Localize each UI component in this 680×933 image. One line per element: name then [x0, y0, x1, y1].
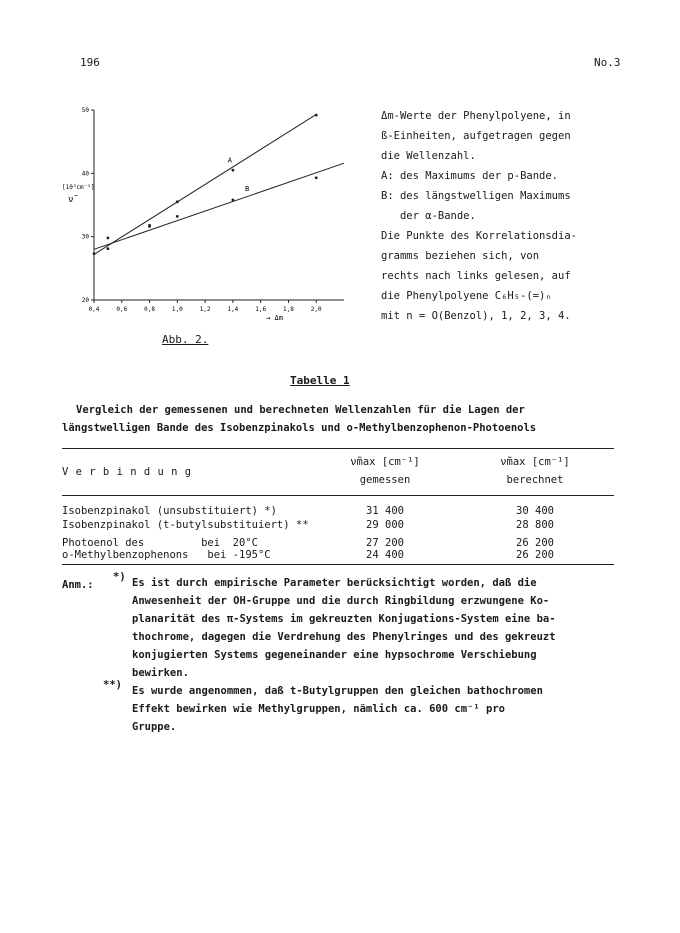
data-point-A	[231, 169, 234, 172]
notes-label: Anm.:	[62, 579, 94, 591]
table-cell-verbindung: Isobenzpinakol (unsubstituiert) *)	[62, 505, 277, 517]
figure-abb-2	[60, 100, 360, 334]
y-axis-symbol: ν̃	[68, 194, 74, 205]
note-line: Gruppe.	[132, 721, 177, 733]
table-cell-gemessen: 29 000	[366, 519, 404, 531]
caption-line: der α-Bande.	[381, 210, 476, 222]
note-line: Es wurde angenommen, daß t-Butylgruppen den gleichen bathochromen	[132, 685, 543, 697]
table-cell-verbindung: Isobenzpinakol (t-butylsubstituiert) **	[62, 519, 309, 531]
caption-line: die Wellenzahl.	[381, 150, 476, 162]
note-line: Effekt bewirken wie Methylgruppen, nämlich ca. 600 cm⁻¹ pro	[132, 703, 505, 715]
table-cell-berechnet: 26 200	[516, 537, 554, 549]
data-point-B	[106, 237, 109, 240]
table-intro-line: Vergleich der gemessenen und berechneten Wellenzahlen für die Lagen der	[76, 404, 525, 416]
table-cell-gemessen: 24 400	[366, 549, 404, 561]
note-1	[132, 574, 607, 682]
table-cell-berechnet: 28 800	[516, 519, 554, 531]
figure-caption	[381, 106, 631, 326]
x-tick-label: 1,2	[199, 306, 211, 313]
caption-line: rechts nach links gelesen, auf	[381, 270, 571, 282]
table-intro-line: längstwelligen Bande des Isobenzpinakols und o-Methylbenzophenon-Photoenols	[62, 422, 537, 434]
header-berechnet-label: berechnet	[506, 474, 564, 486]
table-cell-verbindung: o-Methylbenzophenons bei -195°C	[62, 549, 271, 561]
data-point-A	[93, 252, 96, 255]
x-tick-label: 1,6	[255, 306, 267, 313]
caption-line: mit n = O(Benzol), 1, 2, 3, 4.	[381, 310, 571, 322]
header-gemessen-label: gemessen	[359, 474, 411, 486]
x-tick-label: 0,4	[88, 306, 100, 313]
x-axis-label: → Δm	[266, 314, 283, 322]
data-point-A	[315, 114, 318, 117]
header-vmax-berechnet: ν̃max [cm⁻¹]	[500, 456, 570, 468]
note2-marker: **)	[103, 679, 122, 691]
table-cell-berechnet: 30 400	[516, 505, 554, 517]
caption-line: gramms beziehen sich, von	[381, 250, 540, 262]
note1-marker: *)	[113, 571, 126, 583]
note-line: konjugierten Systems gegeneinander eine hypsochrome Verschiebung	[132, 649, 537, 661]
y-tick-label: 40	[81, 170, 89, 178]
journal-issue: No.3	[594, 56, 621, 69]
table-cell-berechnet: 26 200	[516, 549, 554, 561]
data-point-B	[148, 225, 151, 228]
x-tick-label: 1,4	[227, 306, 239, 313]
caption-line: Δm-Werte der Phenylpolyene, in	[381, 110, 571, 122]
data-point-B	[176, 215, 179, 218]
caption-line: die Phenylpolyene C₆H₅-(=)ₙ	[381, 290, 552, 302]
y-tick-label: 50	[81, 107, 89, 114]
data-point-B	[315, 176, 318, 179]
series-label-B: B	[245, 184, 250, 193]
caption-line: ß-Einheiten, aufgetragen gegen	[381, 130, 571, 142]
table-cell-verbindung: Photoenol des bei 20°C	[62, 537, 258, 549]
table-title: Tabelle 1	[290, 374, 350, 387]
y-tick-label: 30	[81, 233, 89, 241]
table-cell-gemessen: 27 200	[366, 537, 404, 549]
x-tick-label: 0,8	[144, 306, 155, 313]
table-intro	[62, 401, 622, 437]
table-header-berechnet	[480, 456, 590, 486]
x-tick-label: 2,0	[310, 306, 322, 313]
table-bottom-rule	[62, 564, 614, 565]
figure-label: Abb. 2.	[162, 333, 209, 346]
note-2	[132, 682, 607, 736]
caption-line: A: des Maximums der p-Bande.	[381, 170, 559, 182]
table-top-rule	[62, 448, 614, 449]
note-line: thochrome, dagegen die Verdrehung des Phenylringes und des gekreuzt	[132, 631, 556, 643]
data-point-B	[231, 199, 234, 202]
note-line: Anwesenheit der OH-Gruppe und die durch Ringbildung erzwungene Ko-	[132, 595, 550, 607]
table-header-gemessen	[330, 456, 440, 486]
caption-line: Die Punkte des Korrelationsdia-	[381, 230, 577, 242]
x-tick-label: 1,0	[171, 306, 183, 313]
table-cell-gemessen: 31 400	[366, 505, 404, 517]
note-line: Es ist durch empirische Parameter berücksichtigt worden, daß die	[132, 577, 537, 589]
caption-line: B: des längstwelligen Maximums	[381, 190, 571, 202]
x-tick-label: 1,8	[283, 306, 294, 313]
data-point-A	[176, 200, 179, 203]
y-axis-label: [10³cm⁻¹]	[62, 184, 95, 192]
data-point-B	[106, 247, 109, 250]
note-line: planarität des π-Systems im gekreuzten Konjugations-System eine ba-	[132, 613, 556, 625]
page-number: 196	[80, 56, 100, 69]
note-line: bewirken.	[132, 667, 189, 679]
table-header-verbindung: V e r b i n d u n g	[62, 466, 192, 478]
header-vmax-gemessen: ν̃max [cm⁻¹]	[350, 456, 420, 468]
series-label-A: A	[227, 156, 232, 165]
table-header-rule	[62, 495, 614, 496]
correlation-chart	[60, 100, 360, 330]
x-tick-label: 0,6	[116, 306, 128, 313]
y-tick-label: 20	[81, 297, 89, 304]
